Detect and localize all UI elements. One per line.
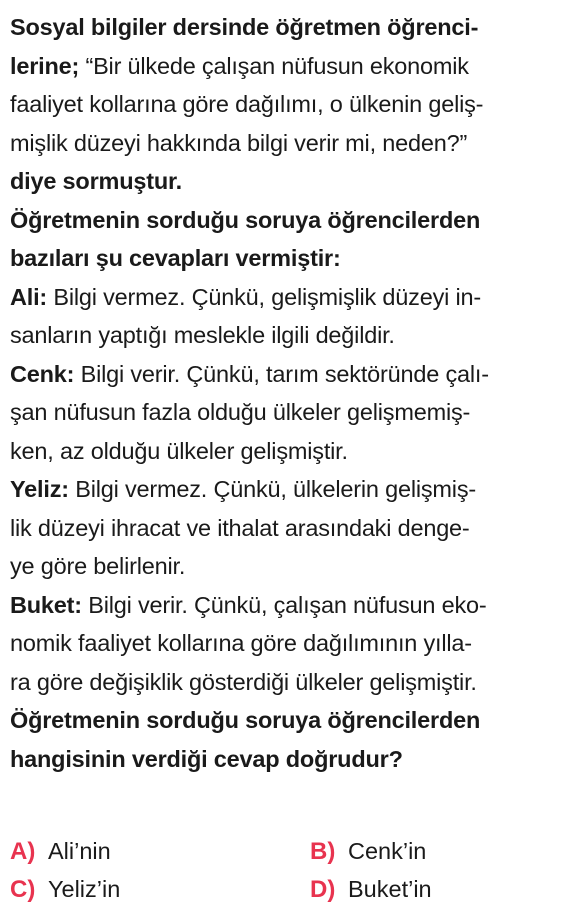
answer-ali-line-2: sanların yaptığı meslekle ilgili değildir. [10,322,395,348]
option-a-letter: A) [10,838,36,865]
options-row-1 [10,832,558,870]
option-c[interactable] [10,870,120,909]
answer-ali-line-1: Ali: Bilgi vermez. Çünkü, gelişmişlik düzeyi in- [10,283,481,310]
lead-line-2: bazıları şu cevapları vermiştir: [10,245,341,271]
option-a[interactable] [10,832,111,871]
answer-yeliz-line-1: Yeliz: Bilgi vermez. Çünkü, ülkelerin gelişmiş- [10,476,476,502]
option-d-letter: D) [310,876,336,903]
final-question-line-2: hangisinin verdiği cevap doğrudur? [10,745,403,772]
answer-buket-line-2: nomik faaliyet kollarına göre dağılımının yılla- [10,630,472,656]
student-name-cenk: Cenk: [10,360,75,387]
options-row-2 [10,870,558,908]
intro-line-3: faaliyet kollarına göre dağılımı, o ülkenin geliş- [10,91,484,117]
option-b[interactable] [310,832,426,871]
option-a-text: Ali’nin [48,838,111,864]
answer-cenk-line-3: ken, az olduğu ülkeler gelişmiştir. [10,437,348,464]
option-c-letter: C) [10,876,36,903]
intro-line-4: mişlik düzeyi hakkında bilgi verir mi, neden?” [10,129,468,156]
question-text [10,8,558,778]
answer-buket-line-3: ra göre değişiklik gösterdiği ülkeler gelişmiştir. [10,668,477,695]
option-d-text: Buket’in [348,876,432,902]
final-question-line-1: Öğretmenin sorduğu soruya öğrencilerden [10,707,481,733]
intro-line-1: Sosyal bilgiler dersinde öğretmen öğrenci- [10,14,479,40]
option-b-letter: B) [310,838,336,865]
intro-line-2: lerine; “Bir ülkede çalışan nüfusun ekonomik [10,52,469,79]
answer-yeliz-line-3: ye göre belirlenir. [10,553,186,579]
answer-yeliz-line-2: lik düzeyi ihracat ve ithalat arasındaki denge- [10,514,470,541]
intro-line-5: diye sormuştur. [10,168,182,194]
option-d[interactable] [310,870,432,909]
lead-line-1: Öğretmenin sorduğu soruya öğrencilerden [10,206,481,233]
answer-options [10,832,558,908]
option-b-text: Cenk’in [348,838,427,864]
option-c-text: Yeliz’in [48,876,121,902]
student-name-yeliz: Yeliz: [10,476,69,502]
student-name-buket: Buket: [10,591,82,618]
answer-buket-line-1: Buket: Bilgi verir. Çünkü, çalışan nüfusun eko- [10,591,487,618]
student-name-ali: Ali: [10,283,48,310]
answer-cenk-line-2: şan nüfusun fazla olduğu ülkeler gelişmemiş- [10,399,471,425]
answer-cenk-line-1: Cenk: Bilgi verir. Çünkü, tarım sektöründe çalı- [10,360,489,387]
